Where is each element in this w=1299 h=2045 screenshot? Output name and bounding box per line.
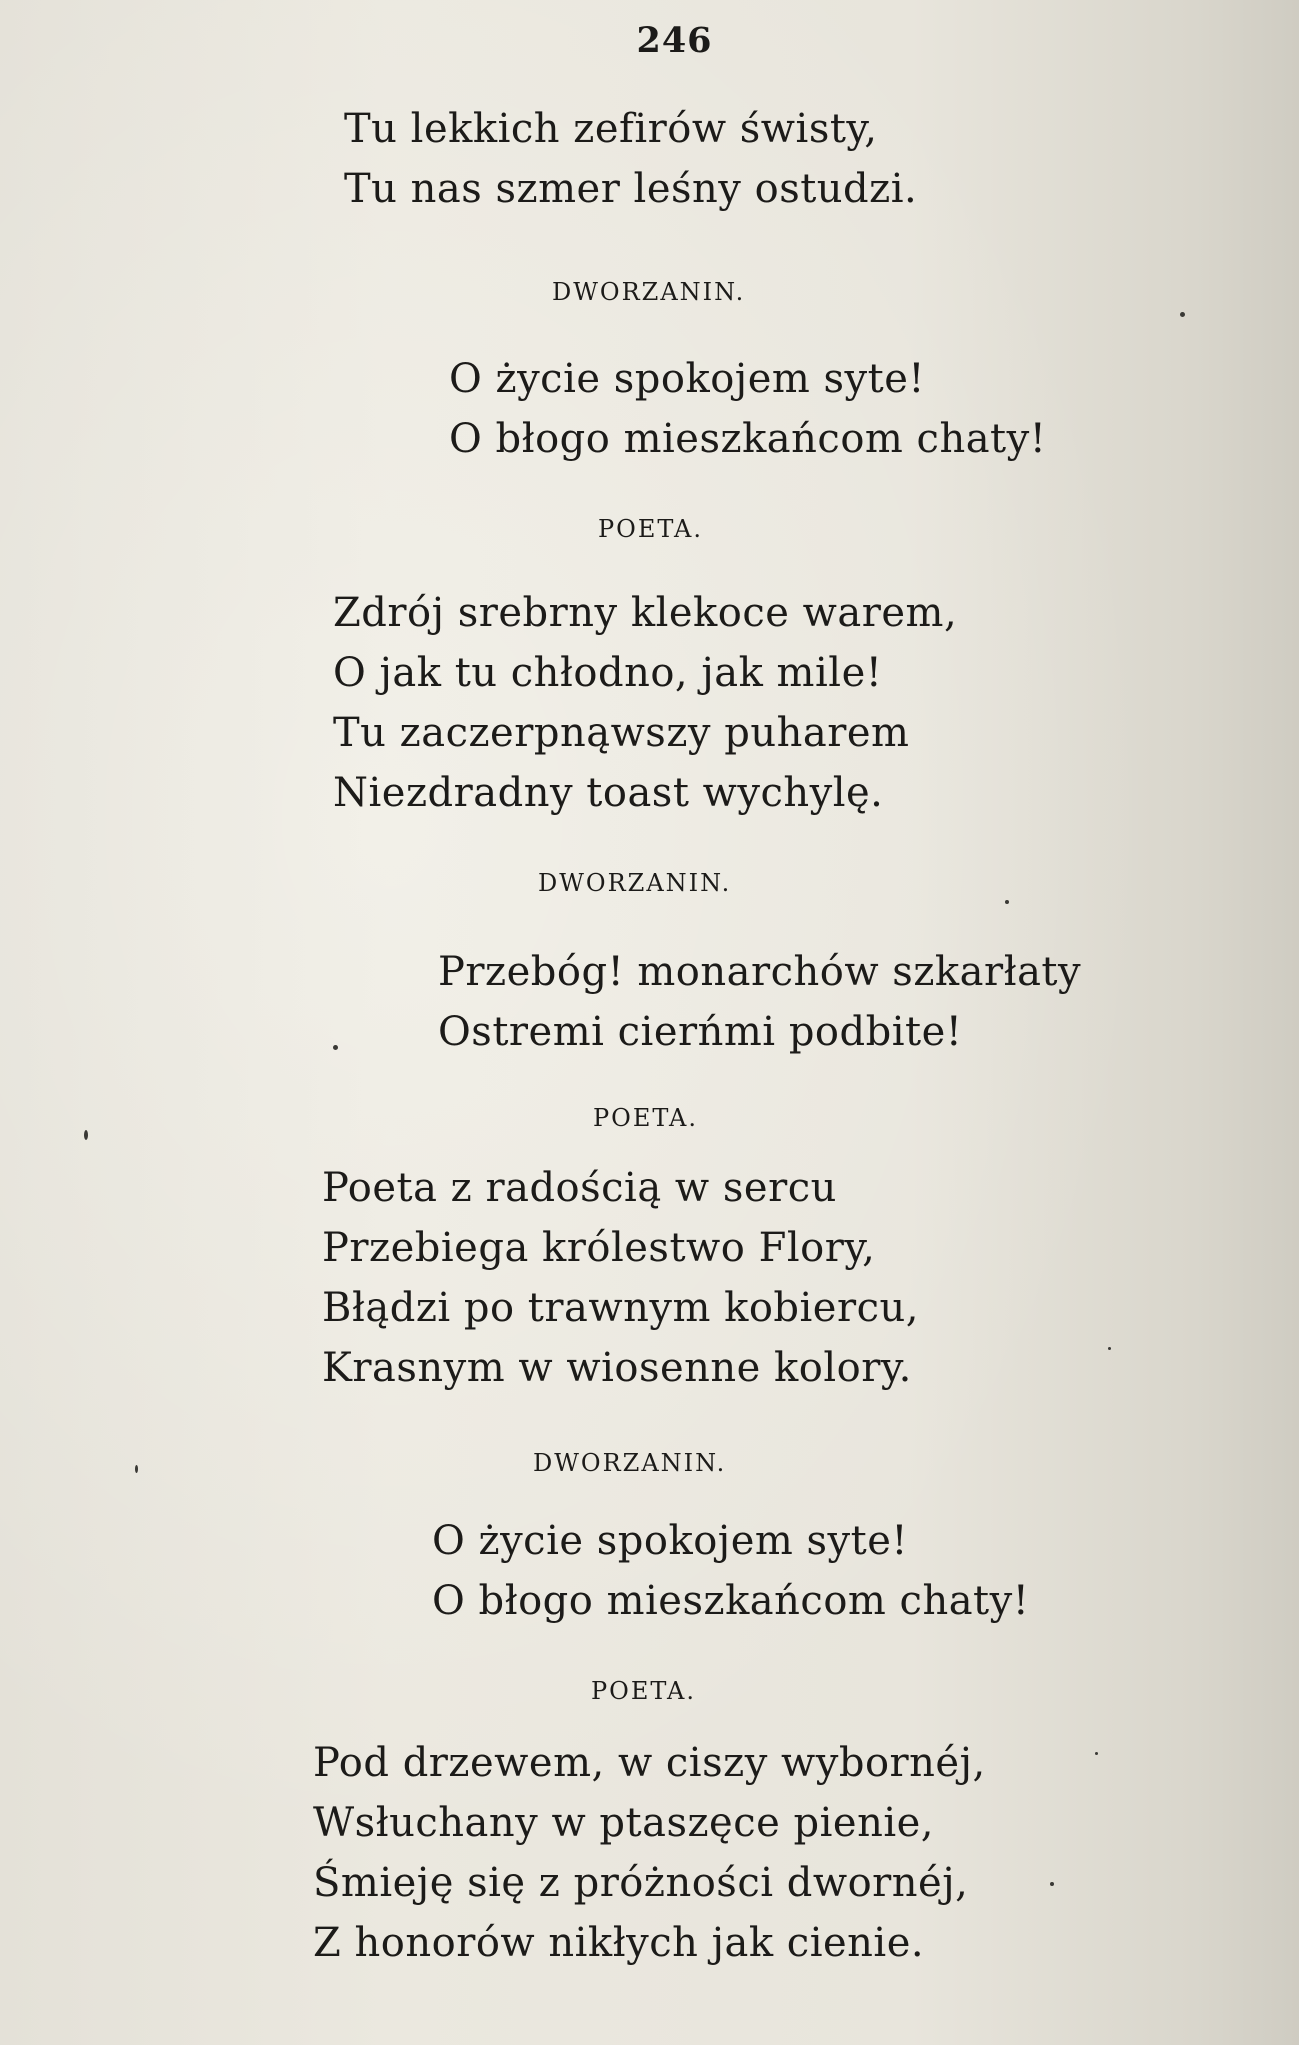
stanza xyxy=(322,1158,919,1398)
verse-line: Niezdradny toast wychylę. xyxy=(333,770,884,816)
verse-line: Pod drzewem, w ciszy wybornéj, xyxy=(313,1740,986,1786)
paper-speck xyxy=(1095,1752,1098,1755)
paper-speck xyxy=(1005,900,1009,904)
verse-line: O jak tu chłodno, jak mile! xyxy=(333,650,883,696)
speaker-label: DWORZANIN. xyxy=(552,278,746,306)
verse-line: Śmieję się z próżności dwornéj, xyxy=(313,1860,969,1906)
stanza xyxy=(438,942,1081,1062)
speaker-label: POETA. xyxy=(598,515,703,543)
verse-line: Tu zaczerpnąwszy puharem xyxy=(333,710,910,756)
stanza xyxy=(449,349,1046,469)
speaker-label: POETA. xyxy=(593,1104,698,1132)
paper-speck xyxy=(84,1130,88,1140)
speaker-label: DWORZANIN. xyxy=(538,869,732,897)
speaker-label: DWORZANIN. xyxy=(533,1449,727,1477)
verse-line: Tu nas szmer leśny ostudzi. xyxy=(344,166,918,212)
paper-speck xyxy=(1108,1347,1111,1350)
verse-line: Zdrój srebrny klekoce warem, xyxy=(333,590,958,636)
paper-speck xyxy=(333,1045,338,1050)
verse-line: Przebiega królestwo Flory, xyxy=(322,1225,876,1271)
verse-line: O życie spokojem syte! xyxy=(449,356,925,402)
verse-line: Wsłuchany w ptaszęce pienie, xyxy=(313,1800,935,1846)
page-number: 246 xyxy=(636,20,713,61)
verse-line: O życie spokojem syte! xyxy=(432,1518,908,1564)
verse-line: Krasnym w wiosenne kolory. xyxy=(322,1345,912,1391)
speaker-label: POETA. xyxy=(591,1677,696,1705)
stanza xyxy=(313,1733,986,1973)
verse-line: Błądzi po trawnym kobiercu, xyxy=(322,1285,919,1331)
stanza xyxy=(333,583,957,823)
stanza xyxy=(432,1511,1029,1631)
verse-line: O błogo mieszkańcom chaty! xyxy=(449,416,1047,462)
verse-line: Tu lekkich zefirów świsty, xyxy=(344,106,878,152)
paper-speck xyxy=(1180,312,1185,317)
verse-line: Poeta z radością w sercu xyxy=(322,1165,837,1211)
verse-line: Z honorów nikłych jak cienie. xyxy=(313,1920,925,1966)
paper-speck xyxy=(1050,1882,1054,1886)
verse-line: Przebóg! monarchów szkarłaty xyxy=(438,949,1082,995)
verse-line: O błogo mieszkańcom chaty! xyxy=(432,1578,1030,1624)
verse-line: Ostremi cierńmi podbite! xyxy=(438,1009,963,1055)
paper-speck xyxy=(135,1465,138,1473)
stanza xyxy=(344,99,917,219)
